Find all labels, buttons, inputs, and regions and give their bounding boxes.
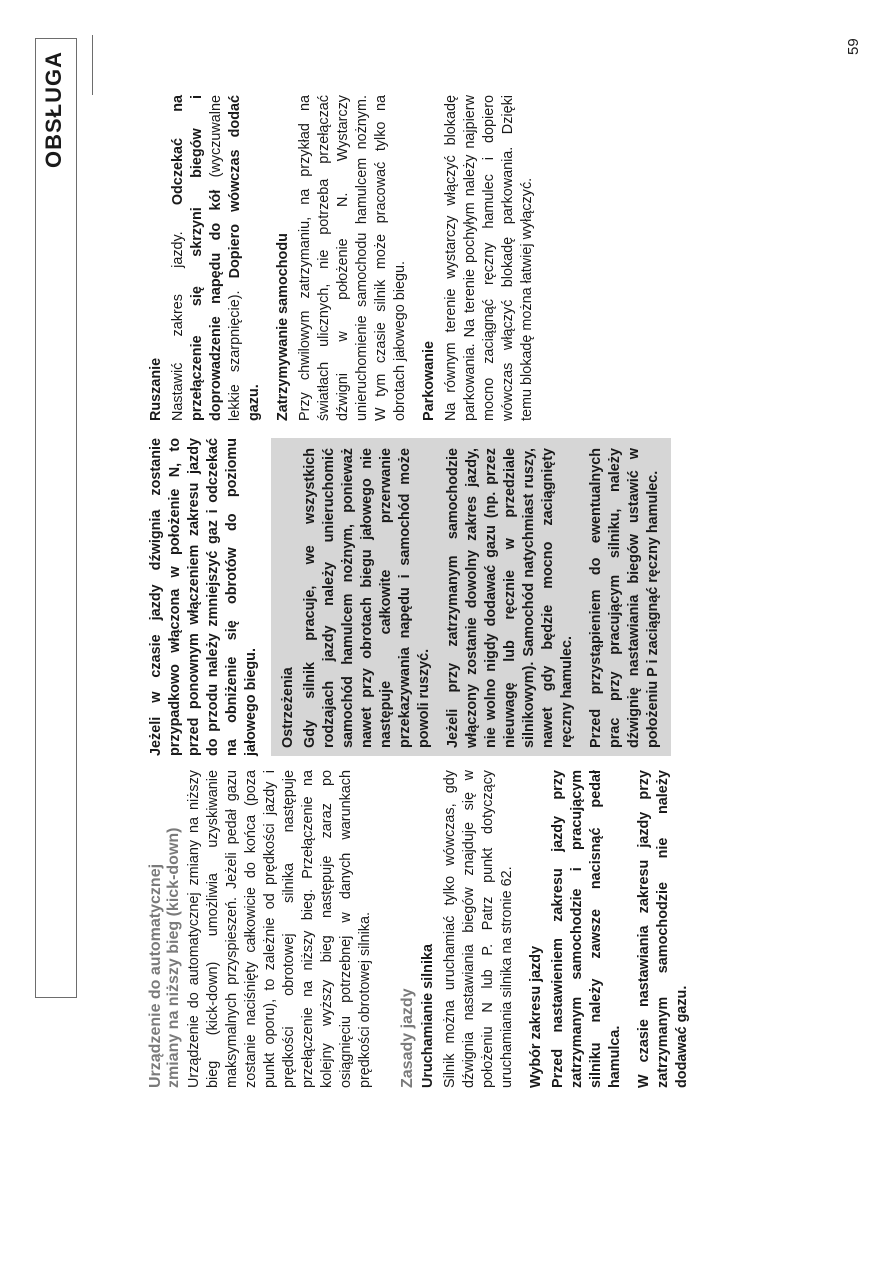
- ruszanie-text: [169, 95, 264, 421]
- kickdown-heading-line2: zmiany na niższy bieg (kick-down): [165, 827, 182, 1088]
- ruszanie-text-1: Nastawić zakres jazdy.: [170, 205, 186, 421]
- column-3: [147, 95, 547, 421]
- parkowanie-text: Na równym terenie wystarczy włączyć blokadę parkowania. Na terenie pochyłym należy najpierw mocno zaciągnąć ręczny hamulec i dopiero wówczas włączyć blokadę parkowania. Dzięki temu blokadę można łatwiej wyłączyć.: [443, 95, 535, 421]
- page-number: 59: [845, 38, 862, 55]
- warning-paragraph-2: Jeżeli przy zatrzymanym samochodzie włączony zostanie dowolny zakres jazdy, nie wolno nigdy dodawać gazu (np. przez nieuwagę lub ręcznie w przedziale silnikowym). Samochód natychmiast ruszy, nawet gdy będzie mocno zaciągnięty ręczny hamulec.: [445, 448, 575, 748]
- kickdown-text: Urządzenie do automatycznej zmiany na niższy bieg (kick-down) umożliwia uzyskiwanie maksymalnych przyspieszeń. Jeżeli pedał gazu zostanie naciśnięty całkowicie do końca (poza punkt oporu), to zależnie od prędkości jazdy i prędkości obrotowej silnika następuje przełączenie na niższy bieg. Przełączenie na kolejny wyższy bieg następuje zaraz po osiągnięciu potrzebnej w danych warunkach prędkości obrotowej silnika.: [186, 770, 373, 1088]
- parkowanie-heading: Parkowanie: [421, 341, 437, 421]
- wybor-paragraph-2: W czasie nastawiania zakresu jazdy przy zatrzymanym samochodzie nie należy dodawać gazu.: [636, 770, 690, 1088]
- ruszanie-heading: Ruszanie: [148, 357, 164, 421]
- warning-paragraph-3: Przed przystąpieniem do ewentualnych prac przy pracującym silniku, należy dźwignię nastawiania biegów ustawić w położeniu P i zaciągnąć ręczny hamulec.: [588, 448, 661, 748]
- warning-heading: Ostrzeżenia: [280, 667, 296, 748]
- kickdown-heading: [147, 770, 183, 1088]
- column-1: [147, 770, 702, 1088]
- zatrzymywanie-text: Przy chwilowym zatrzymaniu, na przykład na światłach ulicznych, nie potrzeba przełączać dźwigni w położenie N. Wystarczy unieruchomienie samochodu hamulcem nożnym. W tym czasie silnik może pracować tylko na obrotach jałowego biegu.: [297, 95, 408, 421]
- ruszanie-text-2: (wyczuwalne lekkie szarpnięcie).: [208, 94, 243, 421]
- zatrzymywanie-heading: Zatrzymywanie samochodu: [275, 233, 291, 421]
- kickdown-heading-line1: Urządzenie do automatycznej: [147, 863, 164, 1088]
- header-rule: [92, 35, 93, 95]
- header-box: [35, 38, 77, 998]
- neutral-intro: Jeżeli w czasie jazdy dźwignia zostanie przypadkowo włączona w położenie N, to przed ponownym włączeniem zakresu jazdy do przodu należy zmniejszyć gaz i odczekać na obniżenie się obrotów do poziomu jałowego biegu.: [148, 438, 259, 756]
- column-2: [147, 438, 671, 756]
- warning-paragraph-1: Gdy silnik pracuje, we wszystkich rodzajach jazdy należy unieruchomić samochód hamulcem nożnym, ponieważ nawet przy obrotach biegu jałowego nie następuje całkowite przerwanie przekazywania napędu i samochód może powoli ruszyć.: [302, 448, 432, 748]
- ruszanie-bold-2: Dopiero wówczas dodać gazu.: [227, 95, 262, 421]
- warning-box: [271, 438, 671, 756]
- uruchamianie-heading: Uruchamianie silnika: [420, 944, 436, 1088]
- wybor-heading: Wybór zakresu jazdy: [528, 945, 544, 1088]
- zasady-heading: Zasady jazdy: [399, 988, 416, 1088]
- section-title: OBSŁUGA: [41, 51, 66, 168]
- uruchamianie-text: Silnik można uruchamiać tylko wówczas, gdy dźwignia nastawiania biegów znajduje się w położeniu N lub P. Patrz punkt dotyczący uruchamiania silnika na stronie 62.: [442, 770, 515, 1088]
- wybor-paragraph-1: Przed nastawieniem zakresu jazdy przy zatrzymanym samochodzie i pracującym silniku należy zawsze nacisnąć pedał hamulca.: [550, 770, 623, 1088]
- ruszanie-bold-1: Odczekać na przełączenie się skrzyni biegów i doprowadzenie napędu do kół: [170, 95, 224, 421]
